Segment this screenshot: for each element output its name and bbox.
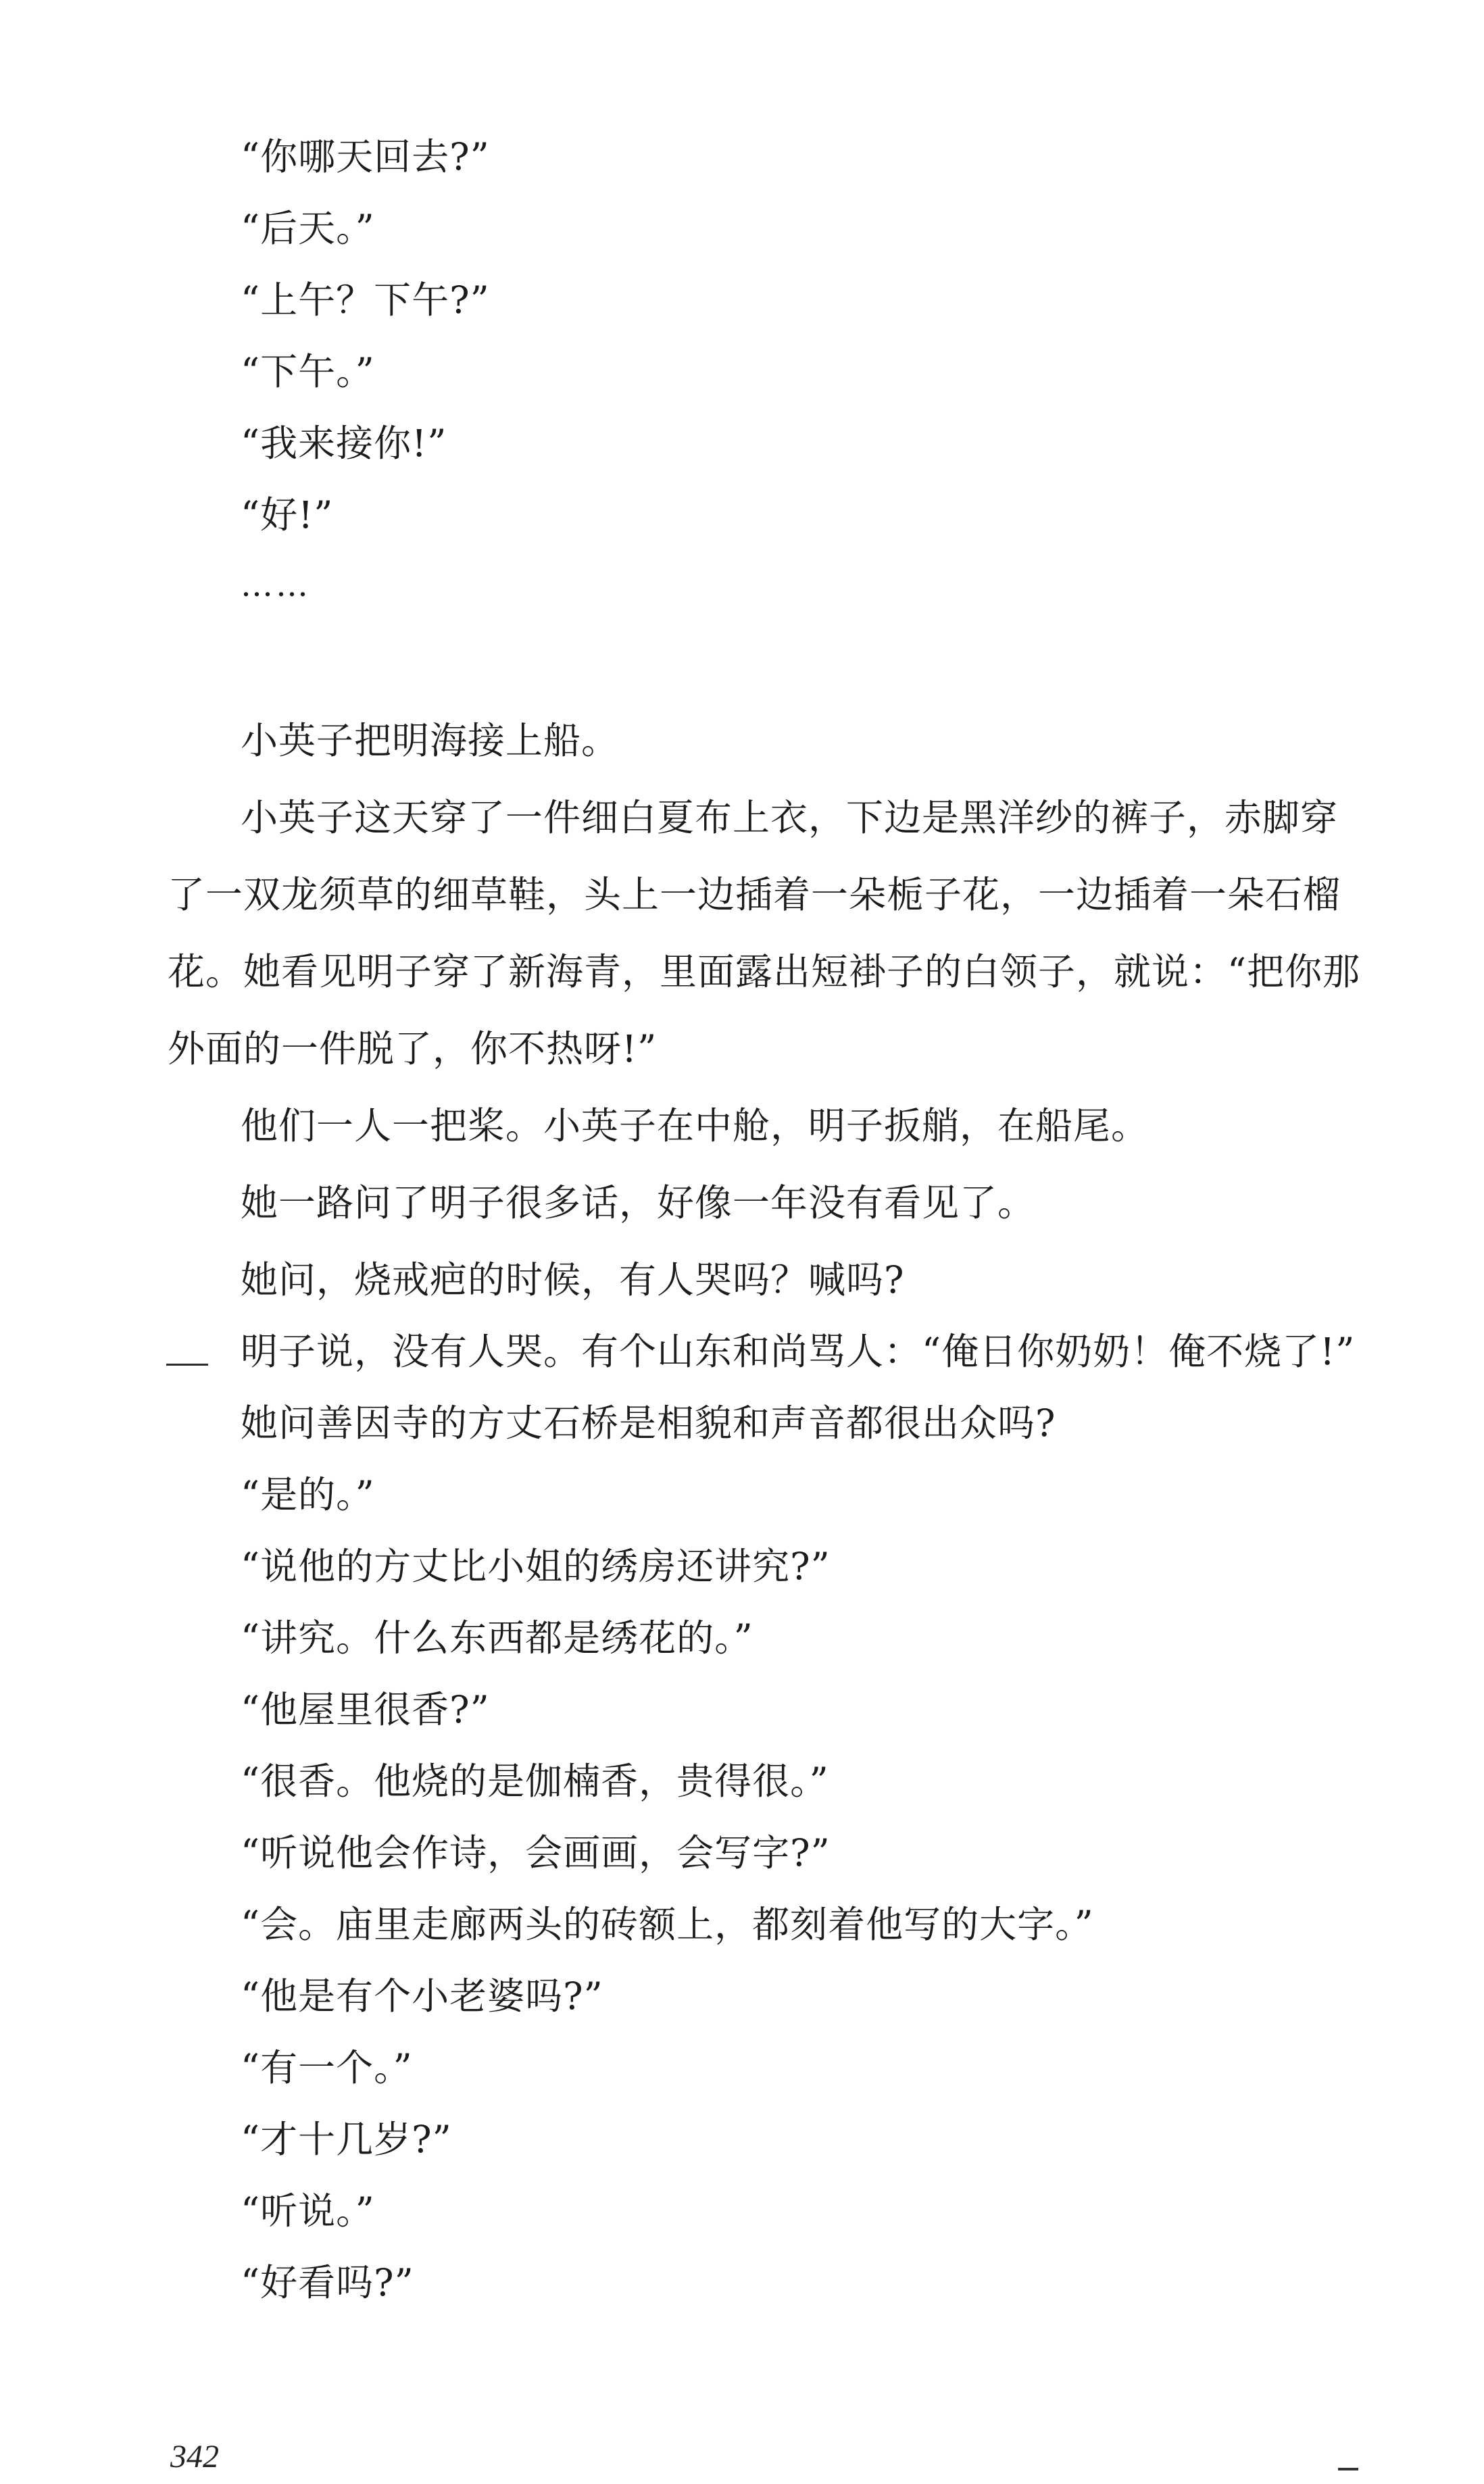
paragraph-line: 外面的一件脱了，你不热呀!”	[168, 1027, 658, 1070]
dialogue-line: “才十几岁?”	[241, 2118, 452, 2161]
dialogue-line: “听说。”	[241, 2189, 375, 2233]
dialogue-line: “下午。”	[241, 350, 375, 393]
dialogue-line: “有一个。”	[241, 2046, 413, 2089]
dialogue-line: “是的。”	[241, 1473, 375, 1516]
dialogue-line: “说他的方丈比小姐的绣房还讲究?”	[241, 1545, 831, 1588]
dialogue-line: “后天。”	[241, 207, 375, 250]
paragraph-line: 花。她看见明子穿了新海青，里面露出短褂子的白领子，就说：“把你那	[168, 950, 1361, 993]
paragraph-line: 她问善因寺的方丈石桥是相貌和声音都很出众吗?	[241, 1401, 1056, 1445]
dialogue-line: “讲究。什么东西都是绣花的。”	[241, 1616, 753, 1660]
dialogue-line: “他是有个小老婆吗?”	[241, 1974, 603, 2018]
dialogue-line: “好看吗?”	[241, 2261, 414, 2304]
dialogue-line: “我来接你!”	[241, 422, 447, 465]
paragraph-line: 她问，烧戒疤的时候，有人哭吗？喊吗?	[241, 1258, 905, 1301]
dialogue-line: “上午？下午?”	[241, 278, 490, 322]
paragraph-line: 小英子把明海接上船。	[241, 719, 620, 762]
ellipsis: ……	[241, 566, 311, 604]
dialogue-line: “听说他会作诗，会画画，会写字?”	[241, 1831, 831, 1874]
dialogue-line: “你哪天回去?”	[241, 135, 490, 178]
margin-mark	[166, 1364, 208, 1366]
paragraph-line: 明子说，没有人哭。有个山东和尚骂人：“俺日你奶奶！俺不烧了!”	[241, 1330, 1356, 1373]
paragraph-line: 小英子这天穿了一件细白夏布上衣，下边是黑洋纱的裤子，赤脚穿	[241, 796, 1339, 839]
dialogue-line: “会。庙里走廊两头的砖额上，都刻着他写的大字。”	[241, 1903, 1094, 1946]
dialogue-line: “很香。他烧的是伽楠香，贵得很。”	[241, 1760, 829, 1803]
paragraph-line: 了一双龙须草的细草鞋，头上一边插着一朵栀子花，一边插着一朵石榴	[168, 873, 1341, 916]
dialogue-line: “好!”	[241, 493, 334, 537]
dialogue-line: “他屋里很香?”	[241, 1688, 490, 1731]
paragraph-line: 他们一人一把桨。小英子在中舱，明子扳艄，在船尾。	[241, 1104, 1149, 1147]
corner-mark	[1338, 2468, 1358, 2470]
paragraph-line: 她一路问了明子很多话，好像一年没有看见了。	[241, 1181, 1036, 1224]
page-number: 342	[170, 2439, 219, 2475]
